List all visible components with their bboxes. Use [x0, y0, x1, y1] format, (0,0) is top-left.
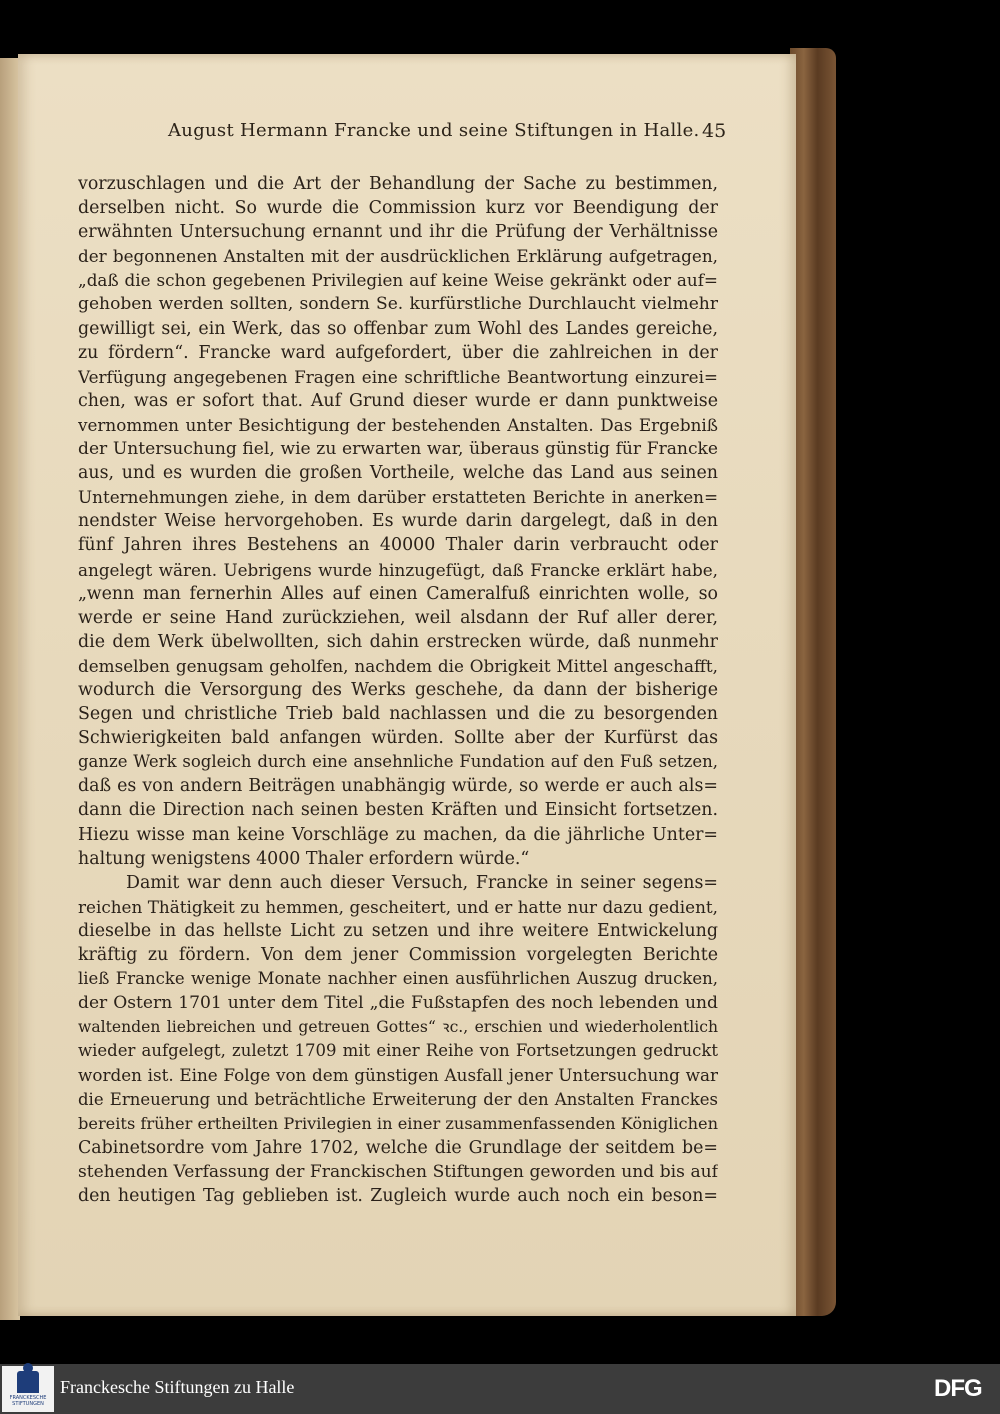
text-line: „wenn man fernerhin Alles auf einen Cameralfuß einrichten wolle, so [78, 583, 718, 604]
text-line: chen, was er sofort that. Auf Grund dieser wurde er dann punktweise [78, 390, 718, 411]
text-line: zu fördern“. Francke ward aufgefordert, über die zahlreichen in der [78, 342, 718, 363]
text-line: der Untersuchung fiel, wie zu erwarten war, überaus günstig für Francke [78, 439, 718, 460]
text-line: erwähnten Untersuchung ernannt und ihr die Prüfung der Verhältnisse [78, 222, 718, 243]
text-line: dieselbe in das hellste Licht zu setzen und ihre weitere Entwickelung [78, 920, 718, 941]
text-line: demselben genugsam geholfen, nachdem die Obrigkeit Mittel angeschafft, [78, 655, 718, 676]
text-line: der Ostern 1701 unter dem Titel „die Fußstapfen des noch lebenden und [78, 993, 718, 1014]
text-line: dann die Direction nach seinen besten Kräften und Einsicht fortsetzen. [78, 800, 718, 821]
viewer-footer-bar [0, 1364, 1000, 1414]
building-icon [17, 1371, 39, 1393]
text-line: Verfügung angegebenen Fragen eine schriftliche Beantwortung einzurei= [78, 366, 718, 387]
text-line: werde er seine Hand zurückziehen, weil alsdann der Ruf aller derer, [78, 607, 718, 628]
text-line: wodurch die Versorgung des Werks geschehe, da dann der bisherige [78, 679, 718, 700]
text-line: Damit war denn auch dieser Versuch, Francke in seiner segens= [126, 872, 718, 893]
text-line: waltenden liebreichen und getreuen Gottes“ ꝛc., erschien und wiederholentlich [78, 1018, 718, 1037]
text-line: kräftig zu fördern. Von dem jener Commission vorgelegten Berichte [78, 945, 718, 965]
text-line: derselben nicht. So wurde die Commission kurz vor Beendigung der [78, 198, 718, 219]
francke-logo[interactable] [2, 1366, 54, 1412]
text-line: der begonnenen Anstalten mit der ausdrücklichen Erklärung aufgetragen, [78, 246, 718, 267]
logo-caption: FRANCKESCHE STIFTUNGEN [9, 1395, 47, 1407]
text-line: nendster Weise hervorgehoben. Es wurde darin dargelegt, daß in den [78, 511, 718, 532]
text-line: ließ Francke wenige Monate nachher einen ausführlichen Auszug drucken, [78, 969, 718, 989]
text-line: die Erneuerung und beträchtliche Erweiterung der den Anstalten Franckes [78, 1089, 718, 1109]
text-line: ganze Werk sogleich durch eine ansehnliche Fundation auf den Fuß setzen, [78, 752, 718, 772]
text-line: gewilligt sei, ein Werk, das so offenbar zum Wohl des Landes gereiche, [78, 318, 718, 339]
text-line: vernommen unter Besichtigung der bestehenden Anstalten. Das Ergebniß [78, 414, 718, 435]
text-line: angelegt wären. Uebrigens wurde hinzugefügt, daß Francke erklärt habe, [78, 559, 718, 580]
text-line: vorzuschlagen und die Art der Behandlung der Sache zu bestimmen, [78, 174, 718, 194]
text-line: „daß die schon gegebenen Privilegien auf keine Weise gekränkt oder auf= [78, 270, 718, 291]
text-line: haltung wenigstens 4000 Thaler erfordern würde.“ [78, 848, 530, 869]
page-number: 45 [702, 120, 727, 142]
text-line: bereits früher ertheilten Privilegien in einer zusammenfassenden Königlichen [78, 1113, 718, 1133]
text-line: Schwierigkeiten bald anfangen würden. Sollte aber der Kurfürst das [78, 728, 718, 749]
text-line: worden ist. Eine Folge von dem günstigen Ausfall jener Untersuchung war [78, 1065, 718, 1086]
page-body-text [78, 172, 718, 1208]
dfg-logo[interactable]: DFG [934, 1375, 982, 1402]
book-page [18, 54, 796, 1316]
text-line: aus, und es wurden die großen Vortheile, welche das Land aus seinen [78, 463, 718, 484]
text-line: die dem Werk übelwollten, sich dahin erstrecken würde, daß nunmehr [78, 631, 718, 652]
text-line: Cabinetsordre vom Jahre 1702, welche die Grundlage der seitdem be= [78, 1137, 718, 1158]
text-line: den heutigen Tag geblieben ist. Zugleich wurde auch noch ein beson= [78, 1185, 718, 1206]
text-line: Segen und christliche Trieb bald nachlassen und die zu besorgenden [78, 704, 718, 725]
text-line: fünf Jahren ihres Bestehens an 40000 Thaler darin verbraucht oder [78, 535, 718, 556]
text-line: gehoben werden sollten, sondern Se. kurfürstliche Durchlaucht vielmehr [78, 294, 718, 315]
book-cover-edge [790, 48, 836, 1316]
text-line: reichen Thätigkeit zu hemmen, gescheitert, und er hatte nur dazu gedient, [78, 896, 718, 917]
text-line: Unternehmungen ziehe, in dem darüber erstatteten Berichte in anerken= [78, 487, 718, 508]
text-line: Hiezu wisse man keine Vorschläge zu machen, da die jährliche Unter= [78, 824, 718, 845]
left-page-edge [0, 58, 20, 1320]
running-header: August Hermann Francke und seine Stiftungen in Halle. [168, 120, 700, 141]
text-line: daß es von andern Beiträgen unabhängig würde, so werde er auch als= [78, 776, 718, 797]
footer-title[interactable]: Franckesche Stiftungen zu Halle [60, 1377, 295, 1397]
text-line: wieder aufgelegt, zuletzt 1709 mit einer Reihe von Fortsetzungen gedruckt [78, 1041, 718, 1061]
text-line: stehenden Verfassung der Franckischen Stiftungen geworden und bis auf [78, 1161, 718, 1182]
